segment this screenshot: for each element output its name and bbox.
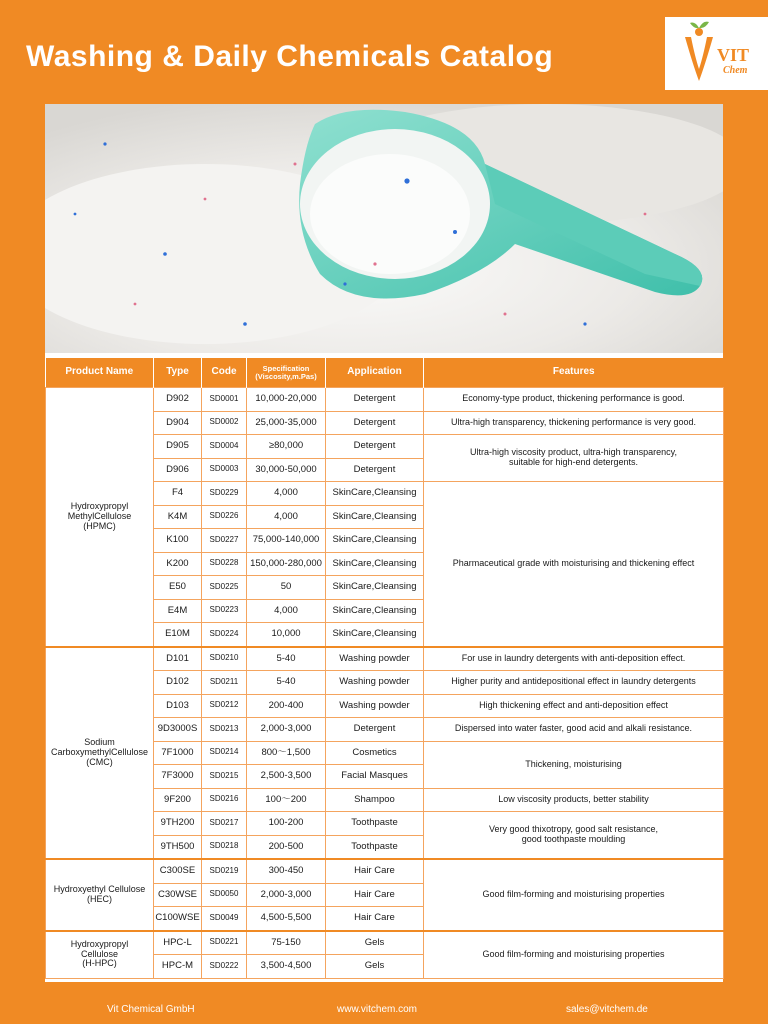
code-cell: SD0004 — [202, 435, 247, 459]
header-type: Type — [154, 358, 202, 388]
footer-website[interactable]: www.vitchem.com — [337, 1004, 418, 1015]
application-cell: Washing powder — [326, 671, 424, 695]
type-cell: 7F1000 — [154, 741, 202, 765]
specification-cell: ≥80,000 — [247, 435, 326, 459]
code-cell: SD0216 — [202, 788, 247, 812]
table-row — [46, 647, 724, 671]
code-cell: SD0229 — [202, 482, 247, 506]
features-cell: Economy-type product, thickening performance is good. — [424, 388, 724, 412]
code-cell: SD0003 — [202, 458, 247, 482]
header-product-name: Product Name — [46, 358, 154, 388]
specification-cell: 100-200 — [247, 812, 326, 836]
application-cell: Washing powder — [326, 647, 424, 671]
specification-cell: 25,000-35,000 — [247, 411, 326, 435]
specification-cell: 200-500 — [247, 835, 326, 859]
application-cell: Detergent — [326, 411, 424, 435]
code-cell: SD0226 — [202, 505, 247, 529]
type-cell: D905 — [154, 435, 202, 459]
product-name-cell: Hydroxypropyl Cellulose (H-HPC) — [46, 931, 154, 979]
application-cell: SkinCare,Cleansing — [326, 529, 424, 553]
code-cell: SD0050 — [202, 883, 247, 907]
specification-cell: 5-40 — [247, 671, 326, 695]
type-cell: D902 — [154, 388, 202, 412]
code-cell: SD0213 — [202, 718, 247, 742]
code-cell: SD0049 — [202, 907, 247, 931]
specification-cell: 4,000 — [247, 599, 326, 623]
application-cell: Washing powder — [326, 694, 424, 718]
features-cell: Good film-forming and moisturising properties — [424, 859, 724, 931]
application-cell: Hair Care — [326, 907, 424, 931]
specification-cell: 10,000 — [247, 623, 326, 647]
application-cell: Hair Care — [326, 859, 424, 883]
type-cell: C30WSE — [154, 883, 202, 907]
logo-subtext: Chem — [723, 65, 748, 76]
application-cell: SkinCare,Cleansing — [326, 505, 424, 529]
specification-cell: 75,000-140,000 — [247, 529, 326, 553]
type-cell: 9TH200 — [154, 812, 202, 836]
product-table-panel — [45, 353, 723, 982]
application-cell: Shampoo — [326, 788, 424, 812]
application-cell: SkinCare,Cleansing — [326, 623, 424, 647]
type-cell: 9F200 — [154, 788, 202, 812]
type-cell: E50 — [154, 576, 202, 600]
application-cell: Toothpaste — [326, 835, 424, 859]
specification-cell: 300-450 — [247, 859, 326, 883]
type-cell: HPC-M — [154, 955, 202, 979]
specification-cell: 2,500-3,500 — [247, 765, 326, 789]
type-cell: D906 — [154, 458, 202, 482]
application-cell: SkinCare,Cleansing — [326, 599, 424, 623]
type-cell: C100WSE — [154, 907, 202, 931]
type-cell: 7F3000 — [154, 765, 202, 789]
type-cell: HPC-L — [154, 931, 202, 955]
product-name-cell: Sodium CarboxymethylCellulose (CMC) — [46, 647, 154, 860]
table-row — [46, 931, 724, 955]
specification-cell: 30,000-50,000 — [247, 458, 326, 482]
code-cell: SD0002 — [202, 411, 247, 435]
specification-cell: 100～200 — [247, 788, 326, 812]
type-cell: 9D3000S — [154, 718, 202, 742]
code-cell: SD0214 — [202, 741, 247, 765]
code-cell: SD0225 — [202, 576, 247, 600]
features-cell: Low viscosity products, better stability — [424, 788, 724, 812]
specification-cell: 800～1,500 — [247, 741, 326, 765]
logo-text: VIT — [717, 45, 750, 65]
code-cell: SD0227 — [202, 529, 247, 553]
code-cell: SD0217 — [202, 812, 247, 836]
hero-image — [45, 104, 723, 353]
specification-cell: 150,000-280,000 — [247, 552, 326, 576]
product-name-cell: Hydroxypropyl MethylCellulose (HPMC) — [46, 388, 154, 647]
specification-cell: 2,000-3,000 — [247, 883, 326, 907]
specification-cell: 75-150 — [247, 931, 326, 955]
detergent-scoop-image — [45, 104, 723, 353]
application-cell: SkinCare,Cleansing — [326, 576, 424, 600]
code-cell: SD0228 — [202, 552, 247, 576]
product-name-cell: Hydroxyethyl Cellulose (HEC) — [46, 859, 154, 931]
application-cell: Gels — [326, 955, 424, 979]
specification-cell: 4,500-5,500 — [247, 907, 326, 931]
application-cell: SkinCare,Cleansing — [326, 482, 424, 506]
type-cell: 9TH500 — [154, 835, 202, 859]
features-cell: Ultra-high viscosity product, ultra-high transparency, suitable for high-end detergents. — [424, 435, 724, 482]
code-cell: SD0219 — [202, 859, 247, 883]
header-specification: Specification (Viscosity,m.Pas) — [247, 358, 326, 388]
header-features: Features — [424, 358, 724, 388]
table-row — [46, 388, 724, 412]
application-cell: SkinCare,Cleansing — [326, 552, 424, 576]
code-cell: SD0210 — [202, 647, 247, 671]
code-cell: SD0224 — [202, 623, 247, 647]
features-cell: Very good thixotropy, good salt resistance, good toothpaste moulding — [424, 812, 724, 860]
specification-cell: 4,000 — [247, 482, 326, 506]
features-cell: For use in laundry detergents with anti-deposition effect. — [424, 647, 724, 671]
type-cell: D103 — [154, 694, 202, 718]
code-cell: SD0211 — [202, 671, 247, 695]
features-cell: Pharmaceutical grade with moisturising and thickening effect — [424, 482, 724, 647]
code-cell: SD0221 — [202, 931, 247, 955]
type-cell: D904 — [154, 411, 202, 435]
code-cell: SD0222 — [202, 955, 247, 979]
specification-cell: 200-400 — [247, 694, 326, 718]
vitchem-logo-mark — [665, 17, 768, 90]
vitchem-logo — [665, 17, 768, 90]
application-cell: Toothpaste — [326, 812, 424, 836]
application-cell: Hair Care — [326, 883, 424, 907]
type-cell: E4M — [154, 599, 202, 623]
features-cell: Higher purity and antidepositional effect in laundry detergents — [424, 671, 724, 695]
type-cell: K200 — [154, 552, 202, 576]
header-code: Code — [202, 358, 247, 388]
type-cell: K100 — [154, 529, 202, 553]
footer — [0, 1004, 768, 1018]
features-cell: High thickening effect and anti-deposition effect — [424, 694, 724, 718]
application-cell: Facial Masques — [326, 765, 424, 789]
application-cell: Detergent — [326, 435, 424, 459]
features-cell: Dispersed into water faster, good acid and alkali resistance. — [424, 718, 724, 742]
application-cell: Gels — [326, 931, 424, 955]
code-cell: SD0215 — [202, 765, 247, 789]
features-cell: Ultra-high transparency, thickening performance is very good. — [424, 411, 724, 435]
specification-cell: 4,000 — [247, 505, 326, 529]
application-cell: Detergent — [326, 458, 424, 482]
specification-cell: 10,000-20,000 — [247, 388, 326, 412]
application-cell: Detergent — [326, 718, 424, 742]
specification-cell: 5-40 — [247, 647, 326, 671]
footer-email[interactable]: sales@vitchem.de — [566, 1004, 648, 1015]
type-cell: C300SE — [154, 859, 202, 883]
type-cell: D102 — [154, 671, 202, 695]
features-cell: Good film-forming and moisturising properties — [424, 931, 724, 979]
application-cell: Detergent — [326, 388, 424, 412]
application-cell: Cosmetics — [326, 741, 424, 765]
code-cell: SD0223 — [202, 599, 247, 623]
type-cell: D101 — [154, 647, 202, 671]
code-cell: SD0212 — [202, 694, 247, 718]
product-table — [45, 358, 724, 979]
table-header-row — [46, 358, 724, 388]
code-cell: SD0218 — [202, 835, 247, 859]
code-cell: SD0001 — [202, 388, 247, 412]
specification-cell: 50 — [247, 576, 326, 600]
features-cell: Thickening, moisturising — [424, 741, 724, 788]
catalog-title: Washing & Daily Chemicals Catalog — [26, 40, 554, 73]
type-cell: F4 — [154, 482, 202, 506]
type-cell: E10M — [154, 623, 202, 647]
specification-cell: 2,000-3,000 — [247, 718, 326, 742]
footer-company: Vit Chemical GmbH — [107, 1004, 195, 1015]
header-application: Application — [326, 358, 424, 388]
table-row — [46, 859, 724, 883]
type-cell: K4M — [154, 505, 202, 529]
specification-cell: 3,500-4,500 — [247, 955, 326, 979]
